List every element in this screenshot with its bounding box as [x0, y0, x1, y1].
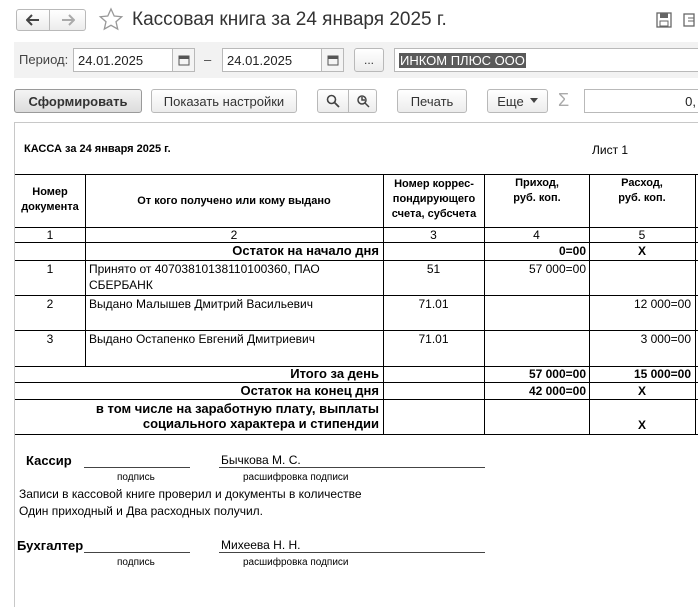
- col-header-counterparty: От кого получено или кому выдано: [137, 195, 331, 207]
- closing-balance-label: Остаток на конец дня: [240, 383, 379, 398]
- print-button[interactable]: Печать: [397, 89, 467, 113]
- arrow-right-icon: [61, 14, 75, 26]
- date-to-calendar-button[interactable]: [322, 48, 344, 72]
- sum-field: [584, 89, 698, 113]
- forward-button[interactable]: [50, 9, 86, 31]
- search-refresh-button[interactable]: [349, 89, 377, 113]
- chevron-down-icon: [530, 98, 538, 104]
- closing-income: 42 000=00: [528, 384, 586, 398]
- calendar-icon: [178, 54, 190, 66]
- salary-expense: X: [637, 418, 646, 432]
- row-1-income: 57 000=00: [528, 262, 586, 276]
- report-document: [14, 122, 698, 607]
- period-select-button[interactable]: ...: [354, 48, 384, 72]
- col-number: 1: [46, 228, 54, 242]
- row-1-account: 51: [426, 262, 441, 276]
- more-menu-button[interactable]: [487, 89, 548, 113]
- row-1-description: Принято от 40703810138110100360, ПАО СБЕРБАНК: [89, 262, 320, 292]
- col-number: 5: [638, 228, 646, 242]
- row-3-number: 3: [46, 332, 54, 346]
- col-number: 3: [430, 228, 437, 242]
- opening-income: 0=00: [558, 244, 586, 258]
- closing-expense: X: [637, 384, 646, 398]
- cashier-signature-caption: подпись: [117, 472, 155, 483]
- accountant-signature-caption: подпись: [117, 557, 155, 568]
- col-number: 2: [230, 228, 238, 242]
- generate-button[interactable]: Сформировать: [14, 89, 142, 113]
- accountant-decode-caption: расшифровка подписи: [243, 557, 349, 568]
- opening-balance-label: Остаток на начало дня: [232, 243, 379, 258]
- row-2-number: 2: [46, 297, 54, 311]
- row-1-number: 1: [46, 262, 54, 276]
- row-3-description: Выдано Остапенко Евгений Дмитриевич: [89, 332, 315, 346]
- opening-expense: X: [637, 244, 646, 258]
- organization-value: ИНКОМ ПЛЮС ООО: [400, 52, 525, 68]
- search-button[interactable]: [317, 89, 349, 113]
- col-header-expense: Расход, руб. коп.: [618, 177, 666, 204]
- total-income: 57 000=00: [528, 367, 586, 381]
- back-button[interactable]: [16, 9, 50, 31]
- salary-label-line2: социального характера и стипендии: [142, 416, 379, 431]
- col-header-account: Номер коррес-пондирующего счета, субсчета: [391, 178, 477, 220]
- row-3-account: 71.01: [418, 332, 449, 346]
- organization-field[interactable]: [394, 48, 698, 72]
- more-menu-label: Еще: [497, 93, 524, 109]
- accountant-label: Бухгалтер: [17, 538, 84, 553]
- row-2-description: Выдано Малышев Дмитрий Васильевич: [89, 297, 314, 311]
- sheet-number: Лист 1: [592, 143, 629, 157]
- show-settings-button[interactable]: Показать настройки: [151, 89, 297, 113]
- search-refresh-icon: [356, 94, 370, 108]
- row-2-account: 71.01: [418, 297, 449, 311]
- cashier-decode-caption: расшифровка подписи: [243, 472, 349, 483]
- report-title: КАССА за 24 января 2025 г.: [24, 143, 171, 155]
- row-3-expense: 3 000=00: [640, 332, 691, 346]
- date-from-field[interactable]: 24.01.2025: [73, 48, 173, 72]
- sum-value: 0,: [685, 93, 696, 109]
- accountant-name: Михеева Н. Н.: [221, 538, 301, 552]
- date-to-field[interactable]: 24.01.2025: [222, 48, 322, 72]
- cashier-name: Бычкова М. С.: [221, 453, 301, 467]
- calendar-icon: [327, 54, 339, 66]
- period-label: Период:: [19, 52, 69, 67]
- date-from-calendar-button[interactable]: [173, 48, 195, 72]
- period-dash: –: [204, 52, 212, 67]
- check-text-line1: Записи в кассовой книге проверил и документы в количестве: [19, 487, 362, 501]
- col-header-income: Приход, руб. коп.: [513, 177, 561, 204]
- link-icon[interactable]: [683, 12, 698, 33]
- col-header-doc-number: Номер документа: [21, 186, 79, 213]
- check-text-line2: Один приходный и Два расходных получил.: [19, 504, 264, 518]
- row-2-expense: 12 000=00: [633, 297, 691, 311]
- salary-label-line1: в том числе на заработную плату, выплаты: [95, 401, 379, 416]
- favorite-star-icon[interactable]: [98, 7, 124, 37]
- search-icon: [326, 94, 340, 108]
- col-number: 4: [533, 228, 540, 242]
- sum-icon: Σ: [558, 90, 570, 110]
- total-expense: 15 000=00: [633, 367, 691, 381]
- window-title: Кассовая книга за 24 января 2025 г.: [132, 9, 447, 30]
- cashier-label: Кассир: [26, 453, 72, 468]
- save-icon[interactable]: [656, 12, 672, 33]
- arrow-left-icon: [26, 14, 40, 26]
- total-label: Итого за день: [290, 366, 379, 381]
